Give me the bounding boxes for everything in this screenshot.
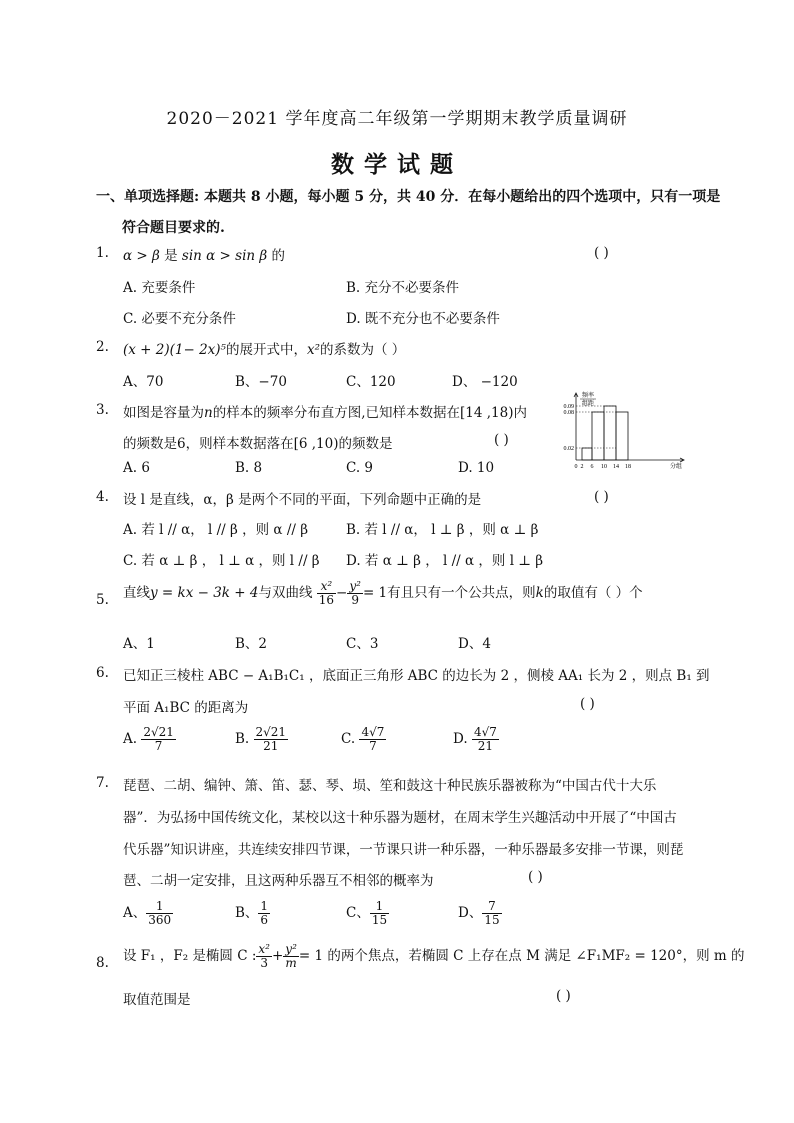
q7-d-fraction — [482, 900, 501, 927]
x-tick-label: 10 — [601, 464, 607, 470]
denominator: 7 — [154, 739, 163, 754]
q6-a-fraction — [141, 726, 176, 753]
q6-option-d[interactable] — [453, 726, 499, 753]
q4-option-a[interactable]: A. 若 l // α， l // β ，则 α // β — [123, 522, 309, 538]
q7-stem-line4: 琶、二胡一定安排，且这两种乐器互不相邻的概率为 — [123, 873, 434, 889]
q2-option-d[interactable]: D、 −120 — [452, 374, 518, 390]
numerator: 1 — [146, 900, 173, 914]
option-letter: A. — [123, 731, 138, 748]
q2-option-c[interactable]: C、120 — [346, 374, 396, 390]
q1-text-b: 是 — [164, 248, 178, 264]
x-tick-label: 14 — [613, 464, 619, 470]
q3-option-a[interactable]: A. 6 — [123, 460, 150, 476]
q3-stem-line1 — [123, 401, 527, 421]
q6-option-c[interactable] — [341, 726, 386, 753]
denominator: 15 — [484, 913, 500, 928]
y-axis-label-top: 频率 — [581, 392, 595, 399]
y-tick-label: 0.02 — [563, 446, 574, 452]
q3-text: 的频数是 — [338, 436, 393, 452]
q6-option-b[interactable] — [235, 726, 288, 753]
q3-interval: [14 ,18) — [460, 405, 514, 421]
numerator: x² — [258, 942, 270, 956]
q1-option-a[interactable]: A. 充要条件 — [123, 280, 196, 296]
q8-text: = 1 的两个焦点，若椭圆 C 上存在点 M 满足 ∠F₁MF₂ = 120°，则 m 的 — [298, 948, 745, 965]
q4-option-b[interactable]: B. 若 l // α， l ⊥ β ，则 α ⊥ β — [346, 522, 539, 538]
q6-answer-blank[interactable]: ( ) — [580, 696, 595, 712]
q1-option-d[interactable]: D. 既不充分也不必要条件 — [346, 311, 500, 327]
q5-line-eq: y = kx − 3k + 4 — [150, 585, 259, 602]
denominator: 15 — [371, 913, 388, 928]
q8-stem-line2: 取值范围是 — [123, 992, 191, 1008]
histogram-bar — [604, 406, 616, 460]
q6-stem-line2: 平面 A₁BC 的距离为 — [123, 700, 249, 716]
q3-text: 的频数是 — [123, 436, 177, 452]
x-tick-label: 18 — [625, 464, 631, 470]
option-letter: D. — [453, 731, 468, 748]
q8-stem — [123, 943, 744, 970]
q3-text: 如图是容量为 — [123, 405, 204, 421]
q7-option-d[interactable] — [458, 900, 502, 927]
x-tick-label: 0 — [574, 464, 578, 470]
q2-option-a[interactable]: A、70 — [123, 374, 164, 390]
x-tick-label: 2 — [580, 464, 584, 470]
q7-number: 7. — [96, 775, 109, 791]
q5-var-k: k — [535, 585, 544, 602]
numerator: x² — [317, 580, 336, 594]
q2-stem — [123, 338, 405, 358]
option-letter: D、 — [458, 905, 483, 922]
q8-number: 8. — [96, 955, 109, 971]
q5-option-a[interactable]: A、1 — [123, 636, 155, 652]
option-letter: C、 — [346, 905, 370, 922]
q1-stem — [123, 244, 285, 264]
option-letter: B、 — [235, 905, 259, 922]
option-letter: A、 — [123, 905, 147, 922]
q3-text: 的样本的频率分布直方图,已知样本数据在 — [212, 405, 460, 421]
histogram-bar — [616, 412, 628, 460]
q7-option-a[interactable] — [123, 900, 173, 927]
numerator: 2√21 — [255, 725, 287, 739]
q6-c-fraction — [359, 726, 386, 753]
q3-option-b[interactable]: B. 8 — [235, 460, 263, 476]
numerator: y² — [349, 579, 361, 593]
q5-text: 与双曲线 — [258, 585, 313, 602]
q2-math-c: x² — [306, 342, 321, 358]
denominator: 7 — [369, 739, 377, 754]
q3-interval: [6 ,10) — [293, 436, 339, 452]
q8-fraction-y — [283, 943, 299, 970]
x-tick-label: 6 — [590, 464, 594, 470]
q6-b-fraction — [254, 726, 289, 753]
q3-stem-line2 — [123, 432, 392, 452]
q1-option-b[interactable]: B. 充分不必要条件 — [346, 280, 460, 296]
y-tick-label: 0.08 — [563, 410, 574, 416]
denominator: 360 — [148, 913, 172, 928]
q6-d-fraction — [472, 726, 499, 753]
q2-option-b[interactable]: B、−70 — [235, 374, 287, 390]
numerator: 1 — [260, 899, 269, 913]
q7-stem-line2: 器”．为弘扬中国传统文化，某校以这十种乐器为题材，在周末学生兴趣活动中开展了“中国古 — [123, 810, 677, 826]
exam-title: 2020－2021 学年度高二年级第一学期期末教学质量调研 — [166, 109, 628, 129]
q6-stem-line1: 已知正三棱柱 ABC − A₁B₁C₁ ，底面正三角形 ABC 的边长为 2 ，侧棱 AA₁ 长为 2 ，则点 B₁ 到 — [123, 668, 710, 684]
q4-answer-blank[interactable]: ( ) — [594, 489, 609, 505]
q5-text: 直线 — [123, 585, 150, 602]
histogram-bar — [592, 412, 604, 460]
q6-number: 6. — [96, 665, 109, 681]
q8-answer-blank[interactable]: ( ) — [556, 988, 571, 1004]
q7-stem-line3: 代乐器”知识讲座，共连续安排四节课，一节课只讲一种乐器，一种乐器最多安排一节课，则琵 — [123, 842, 684, 858]
q1-math-c: sin α > sin β — [181, 248, 268, 264]
q8-text: 设 F₁ ，F₂ 是椭圆 C : — [123, 948, 257, 965]
numerator: 1 — [370, 900, 389, 914]
q5-fraction-x — [317, 580, 336, 607]
numerator: 7 — [482, 900, 501, 914]
q1-math-a: α > β — [123, 248, 160, 264]
q1-answer-blank[interactable]: ( ) — [594, 245, 609, 261]
q2-math-a: (x + 2)(1− 2x)⁵ — [123, 342, 226, 358]
numerator: 4√7 — [361, 725, 385, 739]
q5-number: 5. — [96, 592, 109, 608]
q3-var-n: n — [204, 405, 213, 421]
q7-option-c[interactable] — [346, 900, 389, 927]
q1-text-d: 的 — [271, 248, 285, 264]
q5-text: 的取值有（ ）个 — [543, 585, 643, 602]
q5-option-b[interactable]: B、2 — [235, 636, 268, 652]
y-axis-label-bottom: 组距 — [581, 400, 595, 407]
plus-sign: + — [271, 948, 284, 965]
q3-number-6: 6 — [177, 436, 186, 452]
section-heading: 一、单项选择题: 本题共 8 小题，每小题 5 分，共 40 分．在每小题给出的四个选项中，只有一项是 — [96, 189, 721, 205]
section-heading-cont: 符合题目要求的. — [122, 220, 225, 236]
q7-c-fraction — [370, 900, 389, 927]
q4-number: 4. — [96, 489, 109, 505]
q3-number: 3. — [96, 402, 109, 418]
denominator: m — [285, 956, 297, 971]
q4-option-d[interactable]: D. 若 α ⊥ β ， l // α ，则 l ⊥ β — [346, 553, 544, 569]
denominator: 21 — [477, 739, 494, 754]
denominator: 21 — [263, 739, 279, 754]
option-letter: B. — [235, 731, 250, 748]
q5-option-c[interactable]: C、3 — [346, 636, 379, 652]
q7-a-fraction — [146, 900, 173, 927]
q3-option-d[interactable]: D. 10 — [458, 460, 495, 476]
q6-option-a[interactable] — [123, 726, 176, 753]
q5-text: 有且只有一个公共点，则 — [387, 585, 536, 602]
numerator: 4√7 — [473, 725, 497, 739]
x-axis-label: 分组 — [669, 463, 683, 470]
equals-one: = 1 — [362, 585, 388, 602]
denominator: 6 — [260, 913, 269, 928]
minus-sign: − — [336, 585, 348, 602]
q5-option-d[interactable]: D、4 — [458, 636, 491, 652]
q7-option-b[interactable] — [235, 900, 270, 927]
frequency-histogram — [548, 390, 688, 478]
exam-subtitle: 数学试题 — [331, 151, 463, 178]
q4-stem: 设 l 是直线，α，β 是两个不同的平面，下列命题中正确的是 — [123, 492, 482, 508]
q3-text: ，则样本数据落在 — [185, 436, 294, 452]
q2-text-b: 的展开式中， — [225, 342, 307, 358]
numerator: y² — [285, 942, 297, 956]
q2-text-d: 的系数为（ ） — [320, 342, 406, 358]
q5-stem — [123, 580, 643, 607]
q4-option-c[interactable]: C. 若 α ⊥ β ， l ⊥ α ，则 l // β — [123, 553, 320, 569]
q3-text: 内 — [513, 405, 527, 421]
q7-stem-line1: 琵琶、二胡、编钟、箫、笛、瑟、琴、埙、笙和鼓这十种民族乐器被称为“中国古代十大乐 — [123, 778, 657, 794]
q1-option-c[interactable]: C. 必要不充分条件 — [123, 311, 236, 327]
option-letter: C. — [341, 731, 356, 748]
q1-number: 1. — [96, 245, 109, 261]
y-tick-label: 0.09 — [563, 404, 574, 410]
q7-answer-blank[interactable]: ( ) — [528, 869, 543, 885]
numerator: 2√21 — [143, 725, 174, 739]
histogram-marks — [564, 391, 685, 470]
denominator: 16 — [318, 593, 335, 608]
q2-number: 2. — [96, 339, 109, 355]
q3-answer-blank[interactable]: ( ) — [494, 432, 509, 448]
q8-fraction-x — [256, 943, 272, 970]
q7-b-fraction — [258, 900, 270, 927]
q3-option-c[interactable]: C. 9 — [346, 460, 374, 476]
q5-fraction-y — [347, 580, 363, 607]
histogram-bar — [582, 448, 592, 460]
denominator: 9 — [351, 593, 359, 608]
denominator: 3 — [260, 956, 269, 971]
